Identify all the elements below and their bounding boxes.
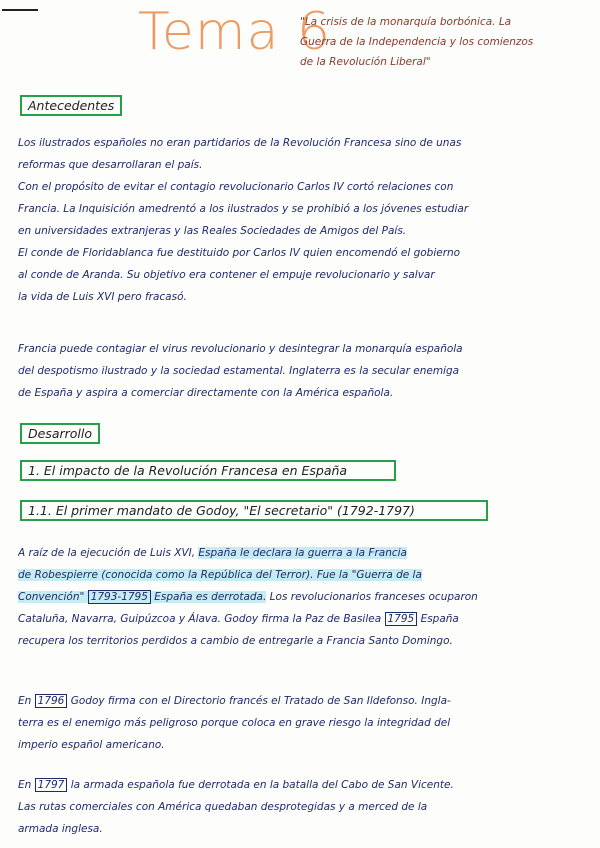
paragraph-desarrollo-1 <box>18 542 584 652</box>
subtitle-line: Guerra de la Independencia y los comienzos <box>300 36 534 48</box>
text-segment: Cataluña, Navarra, Guipúzcoa y Álava. Godoy firma la Paz de Basilea <box>18 613 385 625</box>
subtitle-line: de la Revolución Liberal" <box>300 56 431 68</box>
paragraph-antecedentes-2 <box>18 338 584 404</box>
text-line: Francia puede contagiar el virus revolucionario y desintegrar la monarquía española <box>18 343 463 355</box>
text-segment: Godoy firma con el Directorio francés el Tratado de San Ildefonso. Ingla- <box>67 695 451 707</box>
corner-mark <box>2 9 38 11</box>
highlighted-text: Convención" <box>18 591 88 603</box>
paragraph-desarrollo-3 <box>18 774 584 840</box>
text-line: Con el propósito de evitar el contagio revolucionario Carlos IV cortó relaciones con <box>18 181 454 193</box>
text-line <box>18 690 584 712</box>
text-line: de España y aspira a comerciar directamente con la América española. <box>18 387 394 399</box>
boxed-year: 1795 <box>385 612 418 626</box>
text-line <box>18 542 584 564</box>
text-segment: la armada española fue derrotada en la batalla del Cabo de San Vicente. <box>67 779 454 791</box>
text-line: Francia. La Inquisición amedrentó a los ilustrados y se prohibió a los jóvenes estudiar <box>18 203 469 215</box>
heading-antecedentes: Antecedentes <box>20 95 122 116</box>
boxed-year: 1797 <box>35 778 68 792</box>
text-line: imperio español americano. <box>18 739 165 751</box>
text-segment: En <box>18 779 35 791</box>
text-line: reformas que desarrollaran el país. <box>18 159 203 171</box>
text-line: terra es el enemigo más peligroso porque coloca en grave riesgo la integridad del <box>18 717 451 729</box>
text-line: recupera los territorios perdidos a cambio de entregarle a Francia Santo Domingo. <box>18 635 453 647</box>
text-line <box>18 608 584 630</box>
section-heading-1: 1. El impacto de la Revolución Francesa en España <box>20 460 396 481</box>
text-segment: A raíz de la ejecución de Luis XVI, <box>18 547 199 559</box>
paragraph-antecedentes-1 <box>18 132 584 308</box>
paragraph-desarrollo-2 <box>18 690 584 756</box>
section-heading-1-1: 1.1. El primer mandato de Godoy, "El secretario" (1792-1797) <box>20 500 488 521</box>
text-line: del despotismo ilustrado y la sociedad estamental. Inglaterra es la secular enemiga <box>18 365 460 377</box>
text-line <box>18 564 584 586</box>
text-segment: Los revolucionarios franceses ocuparon <box>266 591 478 603</box>
highlighted-text: España es derrotada. <box>150 591 267 603</box>
text-segment: En <box>18 695 35 707</box>
text-line: Los ilustrados españoles no eran partidarios de la Revolución Francesa sino de unas <box>18 137 462 149</box>
highlighted-text: de Robespierre (conocida como la República del Terror). Fue la "Guerra de la <box>18 569 422 581</box>
heading-desarrollo: Desarrollo <box>20 423 100 444</box>
text-line <box>18 586 584 608</box>
text-segment: España <box>417 613 459 625</box>
highlighted-text: España le declara la guerra a la Francia <box>198 547 407 559</box>
text-line <box>18 774 584 796</box>
text-line: al conde de Aranda. Su objetivo era contener el empuje revolucionario y salvar <box>18 269 435 281</box>
page-subtitle <box>300 12 590 72</box>
boxed-year: 1793-1795 <box>88 590 151 604</box>
subtitle-line: "La crisis de la monarquía borbónica. La <box>300 16 512 28</box>
text-line: la vida de Luis XVI pero fracasó. <box>18 291 187 303</box>
page-title: Tema 6 <box>138 2 332 62</box>
text-line: El conde de Floridablanca fue destituido por Carlos IV quien encomendó el gobierno <box>18 247 461 259</box>
text-line: armada inglesa. <box>18 823 103 835</box>
boxed-year: 1796 <box>35 694 68 708</box>
text-line: en universidades extranjeras y las Reales Sociedades de Amigos del País. <box>18 225 407 237</box>
text-line: Las rutas comerciales con América quedaban desprotegidas y a merced de la <box>18 801 428 813</box>
